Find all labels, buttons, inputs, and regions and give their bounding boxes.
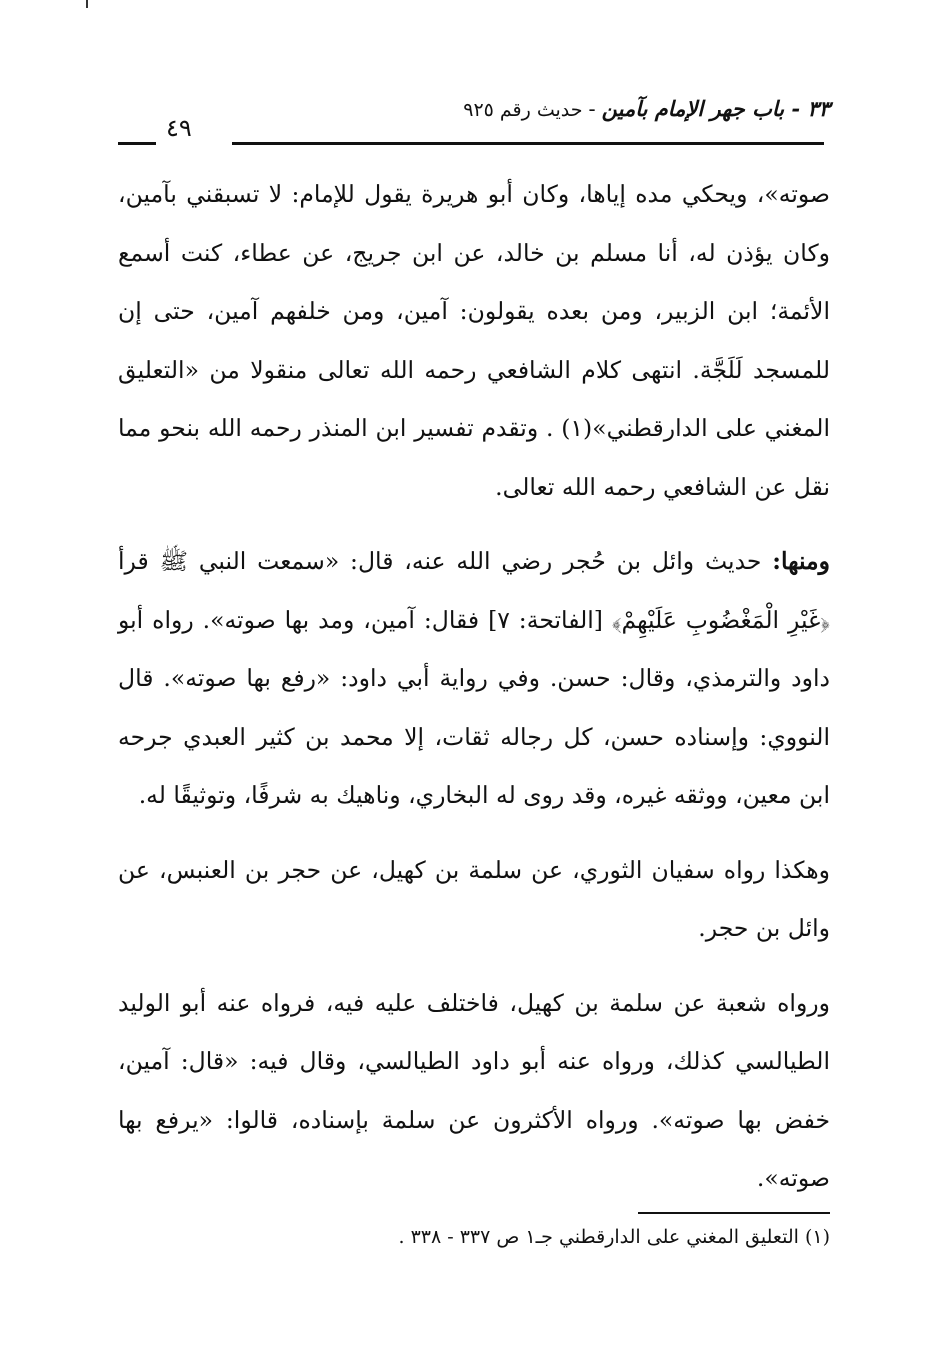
paragraph-4 [118, 974, 830, 1208]
paragraph-text: ورواه شعبة عن سلمة بن كهيل، فاختلف عليه فيه، فرواه عنه أبو الوليد الطيالسي كذلك، ورواه عنه أبو داود الطيالسي، وقال فيه: «قال: آمين، خفض بها صوته». ورواه الأكثرون عن سلمة بإسناده، قالوا: «يرفع بها صوته». [118, 988, 830, 1192]
main-text [118, 165, 830, 1208]
paragraph-lead: ومنها: [772, 547, 830, 575]
running-header [118, 96, 830, 146]
header-rule [232, 142, 824, 145]
hadith-reference: حديث رقم ٩٢٥ [463, 99, 583, 121]
paragraph-text: صوته»، ويحكي مده إياها، وكان أبو هريرة يقول للإمام: لا تسبقني بآمين، وكان يؤذن له، أنا مسلم بن خالد، عن ابن جريج، عن عطاء، كنت أسمع الأئمة؛ ابن الزبير، ومن بعده يقولون: آمين، ومن خلفهم آمين، حتى إن للمسجد لَلَجَّة. انتهى كلام الشافعي رحمه الله تعالى منقولا من «التعليق المغني على الدارقطني»(١) . وتقدم تفسير ابن المنذر رحمه الله بنحو مما نقل عن الشافعي رحمه الله تعالى. [118, 180, 830, 501]
page-number: ٤٩ [166, 114, 192, 142]
paragraph-text: وهكذا رواه سفيان الثوري، عن سلمة بن كهيل، عن حجر بن العنبس، عن وائل بن حجر. [118, 855, 830, 942]
paragraph-2 [118, 532, 830, 825]
footnote: (١) التعليق المغني على الدارقطني جـ١ ص ٣٣٧ - ٣٣٨ . [398, 1226, 830, 1248]
footnote-rule [638, 1212, 830, 1214]
header-separator: - [588, 97, 596, 121]
paragraph-3 [118, 841, 830, 958]
paragraph-text: حديث وائل بن حُجر رضي الله عنه، قال: «سمعت النبي ﷺ قرأ ﴿غَيْرِ الْمَغْضُوبِ عَلَيْهِمْ﴾ [الفاتحة: ٧] فقال: آمين، ومد بها صوته». رواه أبو داود والترمذي، وقال: حسن. وفي رواية أبي داود: «رفع بها صوته». قال النووي: وإسناده حسن، كل رجاله ثقات، إلا محمد بن كثير العبدي جرحه ابن معين، ووثقه غيره، وقد روى له البخاري، وناهيك به شرفًا، وتوثيقًا له. [118, 547, 830, 809]
paragraph-1 [118, 165, 830, 516]
scan-mark [86, 0, 88, 8]
page-number-rule [118, 142, 156, 145]
chapter-title: ٣٣ - باب جهر الإمام بآمين [601, 96, 830, 121]
header-title [463, 96, 830, 121]
